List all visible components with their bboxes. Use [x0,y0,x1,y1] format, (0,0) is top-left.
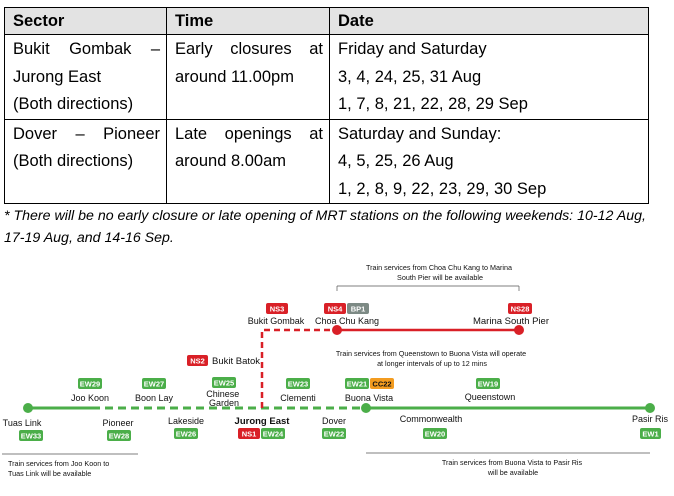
station-code-ew20: EW20 [424,429,446,439]
note-queenstown-buona: Train services from Queenstown to Buona Vista will operate at longer intervals of up to 12 mins [335,349,527,368]
header-sector: Sector [5,8,167,35]
station-code-ew26: EW26 [175,429,197,439]
station-code-ns4: NS4 [327,304,343,314]
station-name-choa-chu-kang: Choa Chu Kang [314,316,380,326]
station-code-ew21: EW21 [346,379,368,389]
station-name-bukit-gombak: Bukit Gombak [247,316,305,326]
station-code-ew27: EW27 [143,379,165,389]
station-name-commonwealth: Commonwealth [399,414,463,424]
header-time: Time [167,8,330,35]
station-code-ew1: EW1 [642,429,659,439]
station-name-dover: Dover [321,416,347,426]
station-code-ew29: EW29 [79,379,101,389]
station-code-ew23: EW23 [287,379,309,389]
time-cell [167,119,330,204]
station-dot-tuas-link [23,403,33,413]
station-code-ew24: EW24 [262,429,284,439]
header-date: Date [330,8,649,35]
time-line: Late openings at [175,124,323,143]
station-code-ns1: NS1 [241,429,257,439]
date-line: 1, 7, 8, 21, 22, 28, 29 Sep [338,95,528,113]
time-line: around 8.00am [175,152,286,170]
sector-cell [5,119,167,204]
station-name-buona-vista: Buona Vista [344,393,394,403]
date-line: 1, 2, 8, 9, 22, 23, 29, 30 Sep [338,179,547,198]
station-name-clementi: Clementi [280,393,316,403]
note-cck-marina: Train services from Choa Chu Kang to Marina South Pier will be available [366,263,512,282]
station-code-cc22: CC22 [372,379,392,389]
sector-line: Dover – Pioneer [13,124,160,143]
station-name-jurong-east: Jurong East [234,416,290,427]
station-name-lakeside: Lakeside [167,416,205,426]
station-code-ew28: EW28 [108,431,130,441]
station-name-tuas-link: Tuas Link [2,418,42,428]
date-line: 3, 4, 24, 25, 31 Aug [338,67,482,86]
station-name-pioneer: Pioneer [102,418,134,428]
station-dot-choa-chu-kang [332,325,342,335]
station-name-queenstown: Queenstown [464,392,516,402]
mrt-map [0,256,674,496]
station-code-bp1: BP1 [350,304,366,314]
table-header-row [5,8,649,35]
station-code-ew19: EW19 [477,379,499,389]
station-dot-buona-vista [361,403,371,413]
station-name-boon-lay: Boon Lay [134,393,174,403]
note-jookoon-tuas: Train services from Joo Koon to Tuas Link will be available [8,459,110,478]
sector-line: (Both directions) [13,152,134,170]
date-line: Friday and Saturday [338,40,487,58]
date-line: 4, 5, 25, 26 Aug [338,152,454,170]
time-line: Early closures at [175,40,323,58]
schedule-table [4,7,649,204]
station-name-bukit-batok: Bukit Batok [212,356,261,367]
footnote: * There will be no early closure or late opening of MRT stations on the following weekends: 10-12 Aug, 17-19 Aug, and 14-16 Sep. [4,208,646,246]
sector-line: Jurong East [13,67,102,86]
date-cell [330,119,649,204]
station-code-ew25: EW25 [213,378,235,388]
station-name-chinese-garden: Chinese Garden [206,389,240,408]
table-row [5,119,649,204]
station-code-ns2: NS2 [190,356,205,366]
time-line: around 11.00pm [175,67,294,86]
sector-line: (Both directions) [13,95,134,113]
date-line: Saturday and Sunday: [338,124,502,143]
station-code-ew22: EW22 [323,429,345,439]
station-name-joo-koon: Joo Koon [70,393,110,403]
date-cell [330,35,649,120]
table-row [5,35,649,120]
station-code-ew33: EW33 [20,431,42,441]
station-name-marina-south-pier: Marina South Pier [472,316,550,327]
time-cell [167,35,330,120]
sector-cell [5,35,167,120]
station-code-ns3: NS3 [269,304,285,314]
note-buona-pasir: Train services from Buona Vista to Pasir Ris will be available [441,458,583,477]
station-name-pasir-ris: Pasir Ris [631,414,669,424]
station-dot-pasir-ris [645,403,655,413]
station-code-ns28: NS28 [510,304,530,314]
sector-line: Bukit Gombak – [13,40,160,58]
